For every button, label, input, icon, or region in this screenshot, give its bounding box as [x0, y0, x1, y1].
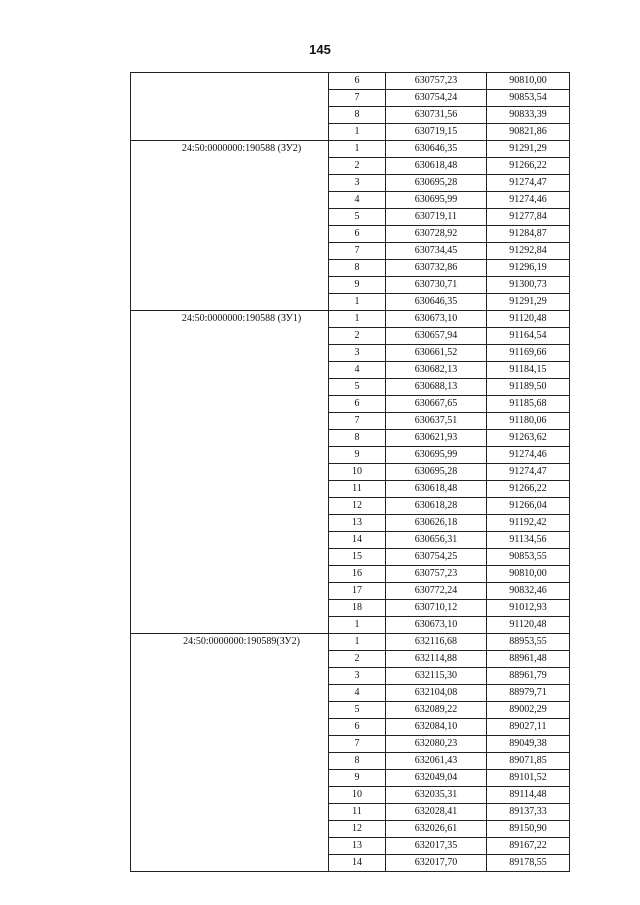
- point-number-cell: 1: [329, 294, 386, 311]
- point-number-cell: 5: [329, 702, 386, 719]
- x-coordinate-cell: 630757,23: [386, 73, 487, 90]
- x-coordinate-cell: 630719,15: [386, 124, 487, 141]
- point-number-cell: 8: [329, 753, 386, 770]
- y-coordinate-cell: 89150,90: [487, 821, 570, 838]
- point-number-cell: 7: [329, 736, 386, 753]
- y-coordinate-cell: 91192,42: [487, 515, 570, 532]
- x-coordinate-cell: 630673,10: [386, 311, 487, 328]
- x-coordinate-cell: 630657,94: [386, 328, 487, 345]
- x-coordinate-cell: 630688,13: [386, 379, 487, 396]
- x-coordinate-cell: 630730,71: [386, 277, 487, 294]
- x-coordinate-cell: 632049,04: [386, 770, 487, 787]
- point-number-cell: 14: [329, 532, 386, 549]
- y-coordinate-cell: 91300,73: [487, 277, 570, 294]
- x-coordinate-cell: 630661,52: [386, 345, 487, 362]
- page-number: 145: [309, 42, 331, 57]
- point-number-cell: 13: [329, 515, 386, 532]
- point-number-cell: 16: [329, 566, 386, 583]
- x-coordinate-cell: 630637,51: [386, 413, 487, 430]
- y-coordinate-cell: 91169,66: [487, 345, 570, 362]
- x-coordinate-cell: 632080,23: [386, 736, 487, 753]
- x-coordinate-cell: 632026,61: [386, 821, 487, 838]
- point-number-cell: 12: [329, 821, 386, 838]
- y-coordinate-cell: 91292,84: [487, 243, 570, 260]
- point-number-cell: 6: [329, 396, 386, 413]
- point-number-cell: 3: [329, 175, 386, 192]
- point-number-cell: 4: [329, 685, 386, 702]
- y-coordinate-cell: 90821,86: [487, 124, 570, 141]
- x-coordinate-cell: 632115,30: [386, 668, 487, 685]
- y-coordinate-cell: 89167,22: [487, 838, 570, 855]
- y-coordinate-cell: 89049,38: [487, 736, 570, 753]
- point-number-cell: 18: [329, 600, 386, 617]
- point-number-cell: 6: [329, 719, 386, 736]
- y-coordinate-cell: 89002,29: [487, 702, 570, 719]
- point-number-cell: 1: [329, 617, 386, 634]
- point-number-cell: 10: [329, 787, 386, 804]
- point-number-cell: 7: [329, 90, 386, 107]
- y-coordinate-cell: 89137,33: [487, 804, 570, 821]
- point-number-cell: 7: [329, 413, 386, 430]
- point-number-cell: 11: [329, 804, 386, 821]
- point-number-cell: 3: [329, 345, 386, 362]
- y-coordinate-cell: 91274,47: [487, 464, 570, 481]
- x-coordinate-cell: 630754,24: [386, 90, 487, 107]
- y-coordinate-cell: 89027,11: [487, 719, 570, 736]
- point-number-cell: 17: [329, 583, 386, 600]
- y-coordinate-cell: 91266,22: [487, 158, 570, 175]
- x-coordinate-cell: 632017,70: [386, 855, 487, 872]
- point-number-cell: 15: [329, 549, 386, 566]
- x-coordinate-cell: 630646,35: [386, 294, 487, 311]
- y-coordinate-cell: 91164,54: [487, 328, 570, 345]
- y-coordinate-cell: 90853,54: [487, 90, 570, 107]
- point-number-cell: 4: [329, 362, 386, 379]
- point-number-cell: 8: [329, 107, 386, 124]
- y-coordinate-cell: 88979,71: [487, 685, 570, 702]
- point-number-cell: 11: [329, 481, 386, 498]
- point-number-cell: 10: [329, 464, 386, 481]
- parcel-number-cell: 24:50:0000000:190589(ЗУ2): [131, 634, 329, 872]
- x-coordinate-cell: 630646,35: [386, 141, 487, 158]
- y-coordinate-cell: 91277,84: [487, 209, 570, 226]
- point-number-cell: 1: [329, 141, 386, 158]
- point-number-cell: 8: [329, 260, 386, 277]
- x-coordinate-cell: 630621,93: [386, 430, 487, 447]
- x-coordinate-cell: 630618,48: [386, 158, 487, 175]
- point-number-cell: 13: [329, 838, 386, 855]
- y-coordinate-cell: 89101,52: [487, 770, 570, 787]
- y-coordinate-cell: 90810,00: [487, 566, 570, 583]
- x-coordinate-cell: 632104,08: [386, 685, 487, 702]
- y-coordinate-cell: 91266,22: [487, 481, 570, 498]
- point-number-cell: 1: [329, 634, 386, 651]
- coordinates-table-body: [131, 73, 570, 872]
- y-coordinate-cell: 90810,00: [487, 73, 570, 90]
- x-coordinate-cell: 630732,86: [386, 260, 487, 277]
- point-number-cell: 5: [329, 379, 386, 396]
- x-coordinate-cell: 632017,35: [386, 838, 487, 855]
- point-number-cell: 9: [329, 447, 386, 464]
- y-coordinate-cell: 90833,39: [487, 107, 570, 124]
- x-coordinate-cell: 630754,25: [386, 549, 487, 566]
- y-coordinate-cell: 91266,04: [487, 498, 570, 515]
- x-coordinate-cell: 630772,24: [386, 583, 487, 600]
- y-coordinate-cell: 91185,68: [487, 396, 570, 413]
- point-number-cell: 7: [329, 243, 386, 260]
- y-coordinate-cell: 91134,56: [487, 532, 570, 549]
- table-row: [131, 73, 570, 90]
- point-number-cell: 3: [329, 668, 386, 685]
- point-number-cell: 12: [329, 498, 386, 515]
- x-coordinate-cell: 630734,45: [386, 243, 487, 260]
- table-row: [131, 634, 570, 651]
- x-coordinate-cell: 630695,28: [386, 175, 487, 192]
- x-coordinate-cell: 630673,10: [386, 617, 487, 634]
- x-coordinate-cell: 632061,43: [386, 753, 487, 770]
- x-coordinate-cell: 630656,31: [386, 532, 487, 549]
- x-coordinate-cell: 630757,23: [386, 566, 487, 583]
- parcel-number-cell: 24:50:0000000:190588 (ЗУ1): [131, 311, 329, 634]
- y-coordinate-cell: 91120,48: [487, 311, 570, 328]
- parcel-number-cell: 24:50:0000000:190588 (ЗУ2): [131, 141, 329, 311]
- point-number-cell: 6: [329, 73, 386, 90]
- y-coordinate-cell: 91189,50: [487, 379, 570, 396]
- y-coordinate-cell: 91184,15: [487, 362, 570, 379]
- table-row: [131, 141, 570, 158]
- point-number-cell: 1: [329, 124, 386, 141]
- x-coordinate-cell: 630728,92: [386, 226, 487, 243]
- x-coordinate-cell: 630695,99: [386, 447, 487, 464]
- point-number-cell: 14: [329, 855, 386, 872]
- y-coordinate-cell: 91291,29: [487, 294, 570, 311]
- x-coordinate-cell: 630682,13: [386, 362, 487, 379]
- y-coordinate-cell: 91274,46: [487, 447, 570, 464]
- point-number-cell: 9: [329, 770, 386, 787]
- point-number-cell: 4: [329, 192, 386, 209]
- y-coordinate-cell: 91274,46: [487, 192, 570, 209]
- point-number-cell: 2: [329, 158, 386, 175]
- point-number-cell: 2: [329, 651, 386, 668]
- point-number-cell: 8: [329, 430, 386, 447]
- y-coordinate-cell: 91291,29: [487, 141, 570, 158]
- point-number-cell: 2: [329, 328, 386, 345]
- parcel-number-cell: [131, 73, 329, 141]
- point-number-cell: 1: [329, 311, 386, 328]
- y-coordinate-cell: 91274,47: [487, 175, 570, 192]
- y-coordinate-cell: 90832,46: [487, 583, 570, 600]
- x-coordinate-cell: 632028,41: [386, 804, 487, 821]
- x-coordinate-cell: 630618,48: [386, 481, 487, 498]
- x-coordinate-cell: 632089,22: [386, 702, 487, 719]
- table-row: [131, 311, 570, 328]
- x-coordinate-cell: 630667,65: [386, 396, 487, 413]
- point-number-cell: 9: [329, 277, 386, 294]
- coordinates-table: [130, 72, 570, 872]
- y-coordinate-cell: 88953,55: [487, 634, 570, 651]
- y-coordinate-cell: 88961,48: [487, 651, 570, 668]
- y-coordinate-cell: 91120,48: [487, 617, 570, 634]
- x-coordinate-cell: 632035,31: [386, 787, 487, 804]
- x-coordinate-cell: 632116,68: [386, 634, 487, 651]
- y-coordinate-cell: 88961,79: [487, 668, 570, 685]
- x-coordinate-cell: 632084,10: [386, 719, 487, 736]
- y-coordinate-cell: 91012,93: [487, 600, 570, 617]
- y-coordinate-cell: 89071,85: [487, 753, 570, 770]
- y-coordinate-cell: 91180,06: [487, 413, 570, 430]
- x-coordinate-cell: 630626,18: [386, 515, 487, 532]
- x-coordinate-cell: 630695,28: [386, 464, 487, 481]
- x-coordinate-cell: 630731,56: [386, 107, 487, 124]
- x-coordinate-cell: 632114,88: [386, 651, 487, 668]
- x-coordinate-cell: 630618,28: [386, 498, 487, 515]
- x-coordinate-cell: 630695,99: [386, 192, 487, 209]
- y-coordinate-cell: 91284,87: [487, 226, 570, 243]
- y-coordinate-cell: 90853,55: [487, 549, 570, 566]
- y-coordinate-cell: 91263,62: [487, 430, 570, 447]
- point-number-cell: 5: [329, 209, 386, 226]
- point-number-cell: 6: [329, 226, 386, 243]
- y-coordinate-cell: 89114,48: [487, 787, 570, 804]
- y-coordinate-cell: 89178,55: [487, 855, 570, 872]
- x-coordinate-cell: 630719,11: [386, 209, 487, 226]
- y-coordinate-cell: 91296,19: [487, 260, 570, 277]
- x-coordinate-cell: 630710,12: [386, 600, 487, 617]
